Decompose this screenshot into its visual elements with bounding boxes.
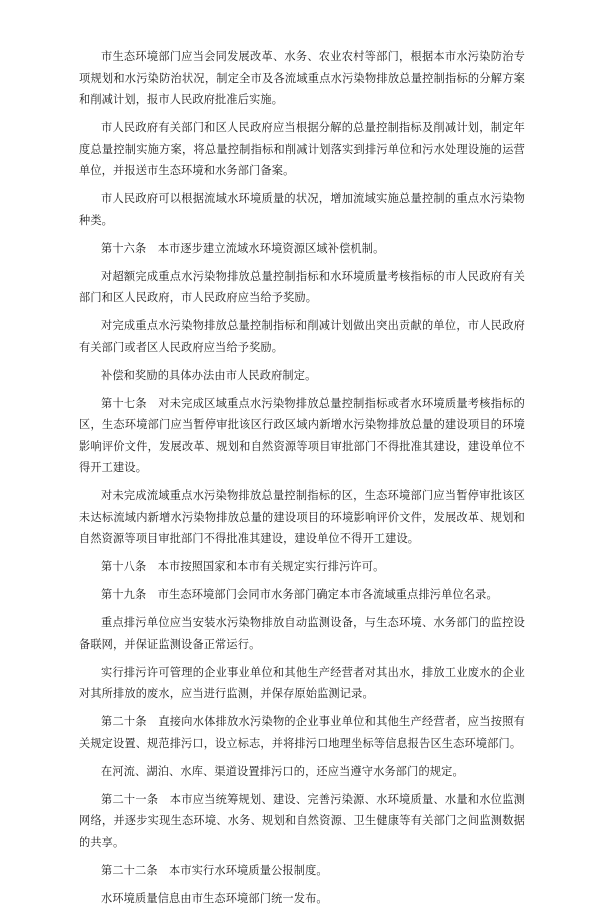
paragraph: 在河流、湖泊、水库、渠道设置排污口的，还应当遵守水务部门的规定。 xyxy=(101,764,464,778)
paragraph: 重点排污单位应当安装水污染物排放自动监测设备，与生态环境、水务部门的监控设备联网，并保证监测设备正常运行。 xyxy=(79,616,525,651)
article-16: 第十六条 本市逐步建立流域水环境资源区域补偿机制。 xyxy=(101,241,385,255)
paragraph: 实行排污许可管理的企业事业单位和其他生产经营者对其出水，排放工业废水的企业对其所排放的废水，应当进行监测，并保存原始监测记录。 xyxy=(79,665,525,700)
paragraph: 补偿和奖励的具体办法由市人民政府制定。 xyxy=(101,368,317,382)
article-19: 第十九条 市生态环境部门会同市水务部门确定本市各流域重点排污单位名录。 xyxy=(101,588,498,601)
paragraph: 对超额完成重点水污染物排放总量控制指标和水环境质量考核指标的市人民政府有关部门和区人民政府，市人民政府应当给予奖励。 xyxy=(79,269,525,304)
paragraph: 市生态环境部门应当会同发展改革、水务、农业农村等部门，根据本市水污染防治专项规划和水污染防治状况，制定全市及各流域重点水污染物排放总量控制指标的分解方案和削减计划，报市人民政府批准后实施。 xyxy=(79,50,525,106)
article-20: 第二十条 直接向水体排放水污染物的企业事业单位和其他生产经营者，应当按照有关规定设置、规范排污口，设立标志，并将排污口地理坐标等信息报告区生态环境部门。 xyxy=(79,715,525,750)
document-body xyxy=(79,46,525,916)
article-21: 第二十一条 本市应当统筹规划、建设、完善污染源、水环境质量、水量和水位监测网络，并逐步实现生态环境、水务、规划和自然资源、卫生健康等有关部门之间监测数据的共享。 xyxy=(79,792,525,849)
article-22: 第二十二条 本市实行水环境质量公报制度。 xyxy=(101,863,328,877)
paragraph: 对未完成流域重点水污染物排放总量控制指标的区，生态环境部门应当暂停审批该区未达标流域内新增水污染物排放总量的建设项目的环境影响评价文件，发展改革、规划和自然资源等项目审批部门不得批准其建设，建设单位不得开工建设。 xyxy=(79,489,525,545)
paragraph: 市人民政府可以根据流域水环境质量的状况，增加流域实施总量控制的重点水污染物种类。 xyxy=(79,192,525,227)
paragraph: 对完成重点水污染物排放总量控制指标和削减计划做出突出贡献的单位，市人民政府有关部门或者区人民政府应当给予奖励。 xyxy=(79,319,525,354)
article-18: 第十八条 本市按照国家和本市有关规定实行排污许可。 xyxy=(101,560,385,573)
paragraph: 市人民政府有关部门和区人民政府应当根据分解的总量控制指标及削减计划，制定年度总量控制实施方案，将总量控制指标和削减计划落实到排污单位和污水处理设施的运营单位，并报送市生态环境和水务部门备案。 xyxy=(79,121,525,177)
paragraph: 水环境质量信息由市生态环境部门统一发布。 xyxy=(101,891,328,905)
article-17: 第十七条 对未完成区域重点水污染物排放总量控制指标或者水环境质量考核指标的区，生态环境部门应当暂停审批该区行政区域内新增水污染物排放总量的建设项目的环境影响评价文件，发展改革、规划和自然资源等项目审批部门不得批准其建设，建设单位不得开工建设。 xyxy=(79,396,525,474)
